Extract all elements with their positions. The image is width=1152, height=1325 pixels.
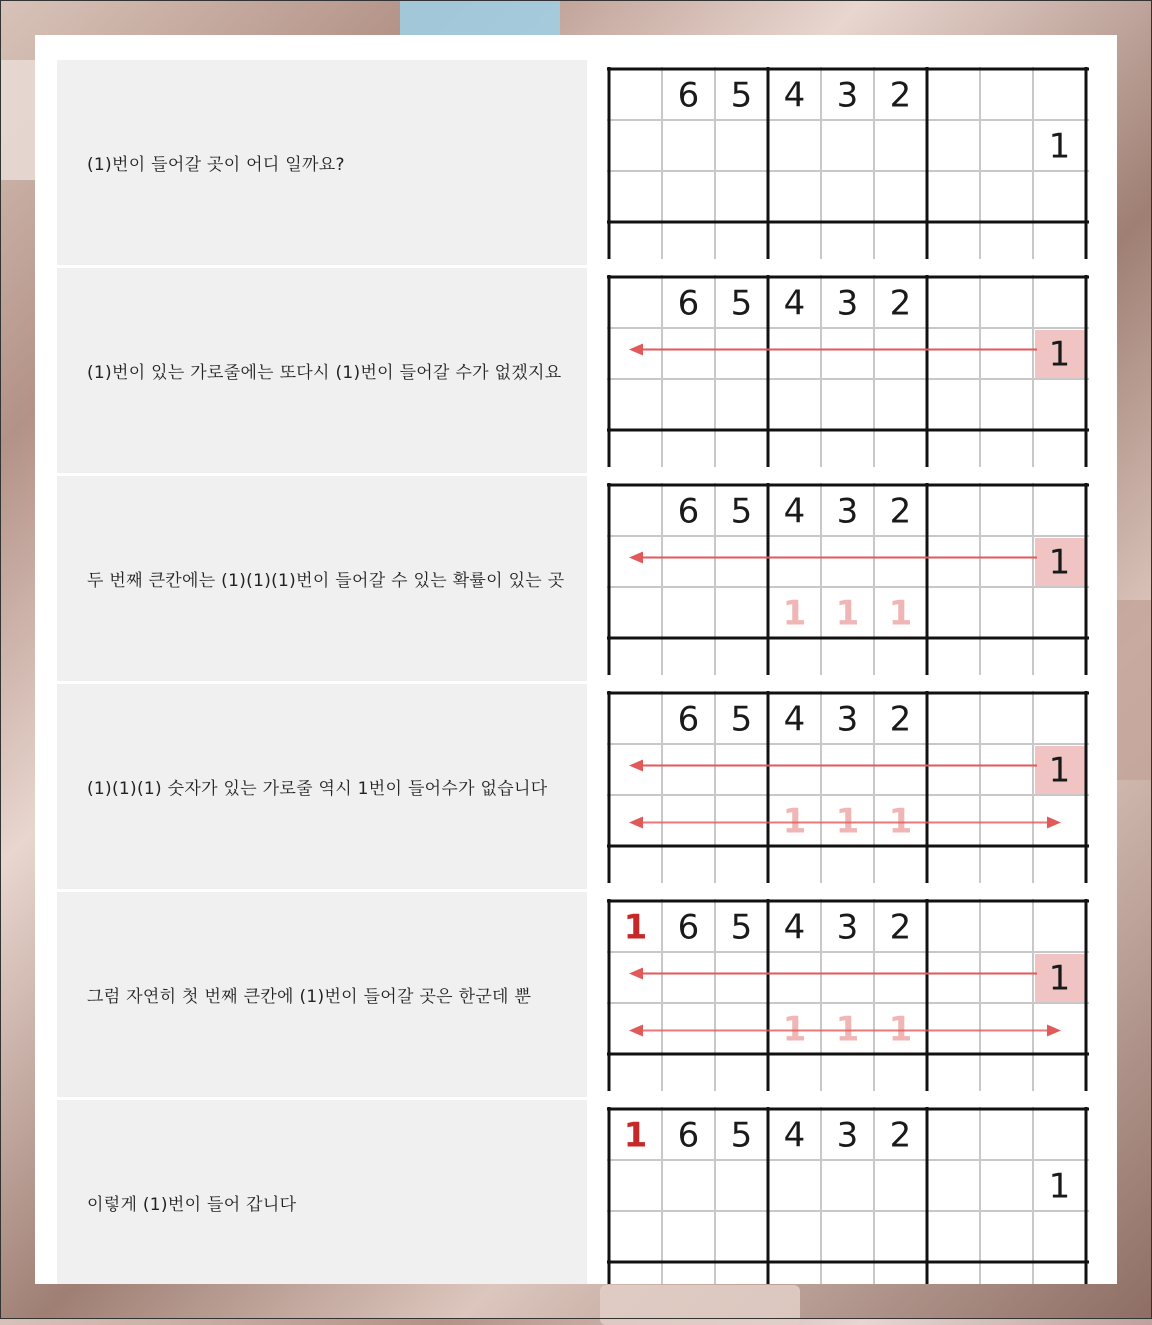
- candidate-digit: 1: [835, 1009, 860, 1050]
- step-row: [57, 892, 1097, 1097]
- grid-digit: 1: [1048, 958, 1071, 999]
- step-row: [57, 60, 1097, 265]
- candidate-digit: 1: [888, 593, 913, 634]
- sudoku-grid: [607, 1107, 1089, 1284]
- grid-digit: 6: [677, 907, 700, 948]
- step-text: (1)(1)(1) 숫자가 있는 가로줄 역시 1번이 들어수가 없습니다: [87, 779, 548, 799]
- step-text-cell: [57, 684, 587, 889]
- grid-digit: 6: [677, 283, 700, 324]
- grid-digit: 6: [677, 699, 700, 740]
- sudoku-grid: [607, 275, 1089, 467]
- grid-digit: 5: [730, 1115, 753, 1156]
- grid-digit: 2: [889, 283, 912, 324]
- candidate-digit: 1: [835, 593, 860, 634]
- sudoku-grid-image: [607, 275, 1089, 467]
- grid-digit: 3: [836, 907, 859, 948]
- candidate-digit: 1: [782, 801, 807, 842]
- step-text: 그럼 자연히 첫 번째 큰칸에 (1)번이 들어갈 곳은 한군데 뿐: [87, 987, 532, 1007]
- grid-digit: 3: [836, 75, 859, 116]
- grid-digit: 2: [889, 907, 912, 948]
- background-tile: [600, 1285, 800, 1325]
- background-tile: [400, 0, 560, 40]
- grid-digit: 2: [889, 75, 912, 116]
- sudoku-grid: [607, 67, 1089, 259]
- grid-digit: 5: [730, 75, 753, 116]
- sudoku-grid: [607, 483, 1089, 675]
- grid-digit: 1: [1048, 1166, 1071, 1207]
- step-text-cell: [57, 268, 587, 473]
- grid-digit: 2: [889, 1115, 912, 1156]
- sudoku-grid: [607, 691, 1089, 883]
- step-text: 이렇게 (1)번이 들어 갑니다: [87, 1195, 297, 1215]
- grid-digit: 1: [1048, 334, 1071, 375]
- sudoku-grid-image: [607, 67, 1089, 259]
- step-row: [57, 476, 1097, 681]
- sudoku-grid-image: [607, 1107, 1089, 1284]
- grid-digit: 4: [783, 283, 806, 324]
- content-panel: [35, 35, 1117, 1284]
- grid-digit: 3: [836, 1115, 859, 1156]
- grid-digit: 5: [730, 491, 753, 532]
- candidate-digit: 1: [835, 801, 860, 842]
- placed-digit: 1: [623, 1115, 648, 1156]
- candidate-digit: 1: [782, 593, 807, 634]
- step-text-cell: [57, 1100, 587, 1284]
- grid-digit: 1: [1048, 750, 1071, 791]
- step-text-cell: [57, 892, 587, 1097]
- grid-digit: 5: [730, 699, 753, 740]
- grid-digit: 4: [783, 75, 806, 116]
- grid-digit: 6: [677, 75, 700, 116]
- candidate-digit: 1: [782, 1009, 807, 1050]
- candidate-digit: 1: [888, 1009, 913, 1050]
- grid-digit: 1: [1048, 126, 1071, 167]
- grid-digit: 4: [783, 491, 806, 532]
- grid-digit: 6: [677, 491, 700, 532]
- step-text: (1)번이 들어갈 곳이 어디 일까요?: [87, 155, 345, 175]
- grid-digit: 6: [677, 1115, 700, 1156]
- step-row: [57, 268, 1097, 473]
- grid-digit: 5: [730, 283, 753, 324]
- sudoku-grid-image: [607, 899, 1089, 1091]
- grid-digit: 4: [783, 699, 806, 740]
- grid-digit: 2: [889, 699, 912, 740]
- step-row: [57, 1100, 1097, 1284]
- grid-digit: 2: [889, 491, 912, 532]
- grid-digit: 4: [783, 1115, 806, 1156]
- grid-digit: 5: [730, 907, 753, 948]
- step-text-cell: [57, 60, 587, 265]
- placed-digit: 1: [623, 907, 648, 948]
- step-text-cell: [57, 476, 587, 681]
- grid-digit: 3: [836, 283, 859, 324]
- grid-digit: 3: [836, 699, 859, 740]
- sudoku-grid: [607, 899, 1089, 1091]
- grid-digit: 1: [1048, 542, 1071, 583]
- step-text: 두 번째 큰칸에는 (1)(1)(1)번이 들어갈 수 있는 확률이 있는 곳: [87, 571, 565, 591]
- step-row: [57, 684, 1097, 889]
- candidate-digit: 1: [888, 801, 913, 842]
- background-tile: [0, 60, 40, 180]
- sudoku-grid-image: [607, 483, 1089, 675]
- grid-digit: 4: [783, 907, 806, 948]
- step-text: (1)번이 있는 가로줄에는 또다시 (1)번이 들어갈 수가 없겠지요: [87, 363, 562, 383]
- grid-digit: 3: [836, 491, 859, 532]
- sudoku-grid-image: [607, 691, 1089, 883]
